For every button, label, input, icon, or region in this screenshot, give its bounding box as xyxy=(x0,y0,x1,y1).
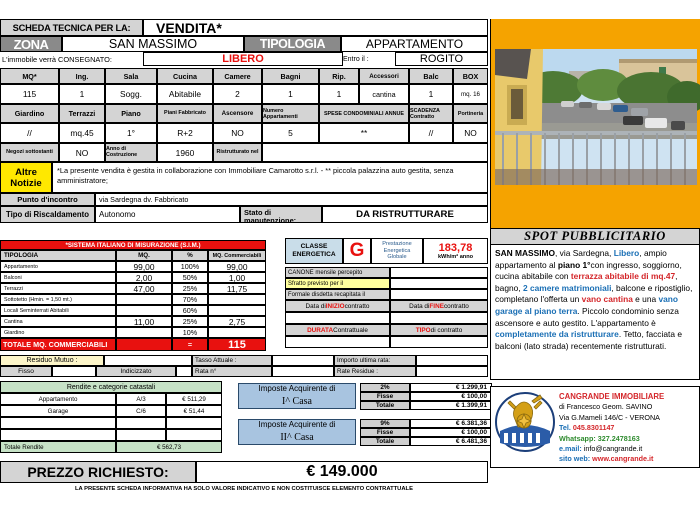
rendite-cell-val-3 xyxy=(166,429,222,441)
sim-cell-perc-4: 60% xyxy=(172,305,208,316)
durata-mid: DURATA xyxy=(307,326,334,334)
spec-header-piani-fabbricato: Piani Fabbricato xyxy=(157,104,213,123)
sfratto-value[interactable] xyxy=(390,278,488,289)
agency-name: CANGRANDE IMMOBILIARE xyxy=(559,392,665,401)
tipo-mid: TIPO xyxy=(415,326,431,334)
residuo-mutuo-value[interactable] xyxy=(104,355,192,366)
agency-whatsapp xyxy=(559,434,697,444)
sim-total-mid: = xyxy=(172,338,208,351)
altre-notizie-label-line1: Altre xyxy=(15,166,37,178)
sim-cell-tipologia-1: Balconi xyxy=(0,272,116,283)
importo-ultima-rata-label: Importo ultima rata: xyxy=(334,355,416,366)
indicizzato-label: Indicizzato xyxy=(96,366,176,377)
imposte-seconda-key-0: 9% xyxy=(360,419,410,428)
sim-cell-comm-1: 1,00 xyxy=(208,272,266,283)
zona-label: ZONA xyxy=(0,36,62,52)
tasso-attuale-value[interactable] xyxy=(272,355,334,366)
sim-total-label: TOTALE MQ. COMMERCIABILI xyxy=(0,338,116,351)
spec-value-piano: 1° xyxy=(105,123,157,143)
agency-address: Via G.Mameli 146/C - VERONA xyxy=(559,412,660,422)
spec-value-giardino: // xyxy=(0,123,59,143)
rendite-cell-cat-0: A/3 xyxy=(116,393,166,405)
sim-cell-tipologia-3: Sottotetto (Hmin. = 1,50 mt.) xyxy=(0,294,116,305)
rendite-cell-val-0: € 511,29 xyxy=(166,393,222,405)
spec-header-terrazzi: Terrazzi xyxy=(59,104,105,123)
agency-email-label: e.mail: xyxy=(559,444,582,454)
classe-energetica-value: G xyxy=(343,238,371,264)
rendite-total-label: Totale Rendite xyxy=(0,441,116,453)
sim-cell-mq-1: 2,00 xyxy=(116,272,172,283)
rendite-title: Rendite e categorie catastali xyxy=(0,381,222,393)
fisso-value[interactable] xyxy=(52,366,96,377)
data-inizio-mid: INIZIO xyxy=(325,302,345,310)
rendite-cell-val-1: € 51,44 xyxy=(166,405,222,417)
data-inizio-pre: Data di xyxy=(305,302,326,310)
agency-whatsapp-value[interactable]: 327.2478163 xyxy=(597,433,640,443)
rendite-cell-nome-0: Appartamento xyxy=(0,393,116,405)
sim-cell-perc-5: 25% xyxy=(172,316,208,327)
classe-energetica-label-line2: ENERGETICA xyxy=(292,251,336,258)
imposte-seconda-key-1: Fisse xyxy=(360,428,410,437)
prestazione-unit: kWh/m² anno xyxy=(437,254,474,260)
rendite-cell-nome-2 xyxy=(0,417,116,429)
rata-numero-label: Rata n° xyxy=(192,366,272,377)
imposte-seconda-val-2: € 6.481,36 xyxy=(410,437,492,446)
agency-text-block xyxy=(559,391,697,465)
punto-incontro-label: Punto d'incontro xyxy=(0,193,95,206)
altre-notizie-label-line2: Notizie xyxy=(10,177,42,189)
sim-cell-comm-6 xyxy=(208,327,266,338)
rate-residue-value[interactable] xyxy=(416,366,488,377)
disdetta-value[interactable] xyxy=(390,289,488,300)
spec-header-ristrutturato: Ristrutturato nel xyxy=(213,143,262,162)
canone-value[interactable] xyxy=(390,267,488,278)
data-inizio-label xyxy=(285,300,390,312)
spec-header-anno-costruzione: Anno di Costruzione xyxy=(105,143,157,162)
agency-web-label: sito web: xyxy=(559,454,591,464)
property-photo xyxy=(490,19,700,215)
agency-web-value[interactable]: www.cangrande.it xyxy=(592,454,654,464)
sim-cell-comm-0: 99,00 xyxy=(208,261,266,272)
spec-value-terrazzi: mq.45 xyxy=(59,123,105,143)
imposte-seconda-val-1: € 100,00 xyxy=(410,428,492,437)
data-fine-mid: FINE xyxy=(429,302,444,310)
durata-label xyxy=(285,324,390,336)
imposte-prima-title1: Imposte Acquirente di xyxy=(258,383,336,393)
imposte-prima-key-2: Totale xyxy=(360,401,410,410)
consegna-label: L'immobile verrà CONSEGNATO: xyxy=(2,54,112,64)
rendite-cell-cat-1: C/6 xyxy=(116,405,166,417)
entro-value: ROGITO xyxy=(395,52,488,66)
spec-value-cucina: Abitabile xyxy=(157,84,213,104)
spec-value-camere: 2 xyxy=(213,84,262,104)
prestazione-energetica-label xyxy=(371,238,423,264)
sim-cell-comm-4 xyxy=(208,305,266,316)
spec-header-ascensore: Ascensore xyxy=(213,104,262,123)
stato-manutenzione-value: DA RISTRUTTURARE xyxy=(322,206,488,223)
rendite-cell-cat-3 xyxy=(116,429,166,441)
stato-manutenzione-label: Stato di manutenzione: xyxy=(240,206,322,223)
spec-value-mq: 115 xyxy=(0,84,59,104)
riscaldamento-value: Autonomo xyxy=(95,206,240,223)
spec-value-piani-fabbricato: R+2 xyxy=(157,123,213,143)
sim-cell-perc-6: 10% xyxy=(172,327,208,338)
prestazione-number: 183,78 xyxy=(438,242,473,254)
imposte-seconda-casa-box xyxy=(238,419,356,445)
spec-header-cucina: Cucina xyxy=(157,68,213,84)
data-inizio-post: contratto xyxy=(344,302,370,310)
durata-post: Contrattuale xyxy=(333,326,368,334)
imposte-prima-casa-box xyxy=(238,383,356,409)
prestazione-line1: Prestazione xyxy=(382,240,412,247)
sheet-type-value: VENDITA* xyxy=(143,19,488,36)
classe-energetica-label xyxy=(285,238,343,264)
spec-value-box: mq. 16 xyxy=(453,84,488,104)
spec-header-negozi-sottostanti: Negozi sottostanti xyxy=(0,143,59,162)
sim-header-tipologia: TIPOLOGIA xyxy=(0,250,116,261)
rendite-total-value: € 562,73 xyxy=(116,441,222,453)
altre-notizie-label xyxy=(0,162,52,193)
tipologia-value: APPARTAMENTO xyxy=(341,36,488,52)
sim-cell-tipologia-4: Locali Seminterrati Abitabili xyxy=(0,305,116,316)
spot-pubblicitario-title: SPOT PUBBLICITARIO xyxy=(490,228,700,245)
imposte-seconda-title2: II^ Casa xyxy=(280,431,314,443)
sim-cell-tipologia-6: Giardino xyxy=(0,327,116,338)
data-fine-value[interactable] xyxy=(390,312,488,324)
imposte-prima-val-2: € 1.399,91 xyxy=(410,401,492,410)
spec-value-accessori: cantina xyxy=(359,84,409,104)
agency-contact-card xyxy=(490,386,700,468)
sim-cell-mq-3 xyxy=(116,294,172,305)
riscaldamento-label: Tipo di Riscaldamento xyxy=(0,206,95,223)
sim-cell-perc-2: 25% xyxy=(172,283,208,294)
spec-value-ing: 1 xyxy=(59,84,105,104)
sim-cell-perc-0: 100% xyxy=(172,261,208,272)
spec-header-ing: Ing. xyxy=(59,68,105,84)
imposte-prima-title2: I^ Casa xyxy=(282,395,312,407)
imposte-seconda-key-2: Totale xyxy=(360,437,410,446)
rate-residue-label: Rate Residue : xyxy=(334,366,416,377)
agency-person: di Francesco Geom. SAVINO xyxy=(559,402,653,412)
sim-total-blank xyxy=(116,338,172,351)
sheet-type-label: SCHEDA TECNICA PER LA: xyxy=(0,19,143,36)
disdetta-label: Formale disdetta recapitata il xyxy=(285,289,390,300)
altre-notizie-text: *La presente vendita è gestita in collaborazione con Immobiliare Camarotto s.r.l. - ** piccola palazzina auto gestita, senza amministratore; xyxy=(52,162,488,193)
prestazione-line2: Energetica xyxy=(383,247,411,254)
tipo-post: di contratto xyxy=(430,326,463,334)
balcony-view-image xyxy=(491,19,700,215)
agency-tel-label: Tel. xyxy=(559,423,571,433)
spec-header-portineria: Portineria xyxy=(453,104,488,123)
spec-header-spese-condominiali: SPESE CONDOMINIALI ANNUE xyxy=(319,104,409,123)
imposte-seconda-val-0: € 6.381,36 xyxy=(410,419,492,428)
data-fine-pre: Data di xyxy=(409,302,430,310)
spec-value-sala: Sogg. xyxy=(105,84,157,104)
spec-value-numero-appartamenti: 5 xyxy=(262,123,319,143)
agency-web xyxy=(559,454,697,464)
cangrande-logo-icon xyxy=(494,391,556,453)
agency-email-value[interactable]: info@cangrande.it xyxy=(583,444,643,454)
sim-cell-mq-2: 47,00 xyxy=(116,283,172,294)
sim-header-commerciabili: MQ. Commerciabili xyxy=(208,250,266,261)
imposte-prima-key-0: 2% xyxy=(360,383,410,392)
spec-value-spese-condominiali: ** xyxy=(319,123,409,143)
sim-cell-mq-0: 99,00 xyxy=(116,261,172,272)
sim-cell-comm-5: 2,75 xyxy=(208,316,266,327)
rendite-cell-nome-1: Garage xyxy=(0,405,116,417)
tipo-contratto-label xyxy=(390,324,488,336)
classe-energetica-label-line1: CLASSE xyxy=(300,243,328,251)
canone-label: CANONE mensile percepito xyxy=(285,267,390,278)
rendite-cell-val-2 xyxy=(166,417,222,429)
sim-cell-mq-6 xyxy=(116,327,172,338)
spec-header-accessori: Accessori xyxy=(359,68,409,84)
fisso-label: Fisso xyxy=(0,366,52,377)
importo-ultima-rata-value[interactable] xyxy=(416,355,488,366)
sim-cell-mq-5: 11,00 xyxy=(116,316,172,327)
residuo-mutuo-label: Residuo Mutuo : xyxy=(0,355,104,366)
spot-pubblicitario-text: SAN MASSIMO, via Sardegna, Libero, ampio appartamento al piano 1°con ingresso, soggiorno, cucina abitabile con terrazza abitabile di mq.47, bagno, 2 camere matrimoniali, balcone e ripostiglio, completano l'offerta un vano cantina e una vano garage al piano terra. Piccolo condominio senza ascensore e auto gestito. L'appartamento è completamente da ristrutturare. Tetto, facciata e balconi (lato strada) recentemente ristrutturati. xyxy=(490,245,700,380)
sim-cell-comm-2: 11,75 xyxy=(208,283,266,294)
spec-value-ascensore: NO xyxy=(213,123,262,143)
zona-value: SAN MASSIMO xyxy=(62,36,244,52)
spec-value-ristrutturato xyxy=(262,143,488,162)
sim-cell-comm-3 xyxy=(208,294,266,305)
data-fine-label xyxy=(390,300,488,312)
spec-header-giardino: Giardino xyxy=(0,104,59,123)
spec-header-balc: Balc xyxy=(409,68,453,84)
spec-value-anno-costruzione: 1960 xyxy=(157,143,213,162)
indicizzato-value[interactable] xyxy=(176,366,192,377)
tasso-attuale-label: Tasso Attuale : xyxy=(192,355,272,366)
spec-value-negozi-sottostanti: NO xyxy=(59,143,105,162)
spec-value-balc: 1 xyxy=(409,84,453,104)
sim-cell-mq-4 xyxy=(116,305,172,316)
agency-email xyxy=(559,444,697,454)
sim-cell-perc-3: 70% xyxy=(172,294,208,305)
prezzo-richiesto-value: € 149.000 xyxy=(196,461,488,483)
sim-title: *SISTEMA ITALIANO DI MISURAZIONE (S.I.M.) xyxy=(0,240,266,250)
sim-cell-tipologia-0: Appartamento xyxy=(0,261,116,272)
tipologia-label: TIPOLOGIA xyxy=(244,36,341,52)
imposte-prima-val-1: € 100,00 xyxy=(410,392,492,401)
rata-numero-value[interactable] xyxy=(272,366,334,377)
spec-header-scadenza: SCADENZA Contratto xyxy=(409,104,453,123)
spec-header-piano: Piano xyxy=(105,104,157,123)
tipo-contratto-value[interactable] xyxy=(390,336,488,348)
data-fine-post: contratto xyxy=(443,302,469,310)
agency-tel-value[interactable]: 045.8301147 xyxy=(572,423,615,433)
spec-header-mq: MQ* xyxy=(0,68,59,84)
spec-header-numero-appartamenti: Numero Appartamenti xyxy=(262,104,319,123)
agency-whatsapp-label: Whatsapp: xyxy=(559,433,596,443)
rendite-cell-cat-2 xyxy=(116,417,166,429)
disclaimer-text: LA PRESENTE SCHEDA INFORMATIVA HA SOLO VALORE INDICATIVO E NON COSTITUISCE ELEMENTO CONTRATTUALE xyxy=(75,485,413,492)
imposte-seconda-title1: Imposte Acquirente di xyxy=(258,419,336,429)
sim-header-mq: MQ. xyxy=(116,250,172,261)
consegna-value: LIBERO xyxy=(143,52,343,66)
sim-cell-tipologia-2: Terrazzi xyxy=(0,283,116,294)
prezzo-richiesto-label: PREZZO RICHIESTO: xyxy=(0,461,196,483)
spec-value-scadenza: // xyxy=(409,123,453,143)
prestazione-energetica-value xyxy=(423,238,488,264)
spec-value-portineria: NO xyxy=(453,123,488,143)
spec-header-bagni: Bagni xyxy=(262,68,319,84)
spec-header-camere: Camere xyxy=(213,68,262,84)
durata-value[interactable] xyxy=(285,336,390,348)
entro-label: Entro il : xyxy=(343,55,369,63)
data-inizio-value[interactable] xyxy=(285,312,390,324)
spec-header-rip: Rip. xyxy=(319,68,359,84)
spec-header-box: BOX xyxy=(453,68,488,84)
sfratto-label: Sfratto previsto per il xyxy=(285,278,390,289)
prestazione-line3: Globale xyxy=(387,254,407,261)
yellow-divider-bar xyxy=(490,215,700,228)
sim-header-percent: % xyxy=(172,250,208,261)
spec-value-rip: 1 xyxy=(319,84,359,104)
sim-cell-tipologia-5: Cantina xyxy=(0,316,116,327)
rendite-cell-nome-3 xyxy=(0,429,116,441)
spec-header-sala: Sala xyxy=(105,68,157,84)
sim-total-value: 115 xyxy=(208,338,266,351)
imposte-prima-val-0: € 1.299,91 xyxy=(410,383,492,392)
punto-incontro-value: via Sardegna dv. Fabbricato xyxy=(95,193,488,206)
spec-value-bagni: 1 xyxy=(262,84,319,104)
sim-cell-perc-1: 50% xyxy=(172,272,208,283)
agency-tel xyxy=(559,423,697,433)
imposte-prima-key-1: Fisse xyxy=(360,392,410,401)
